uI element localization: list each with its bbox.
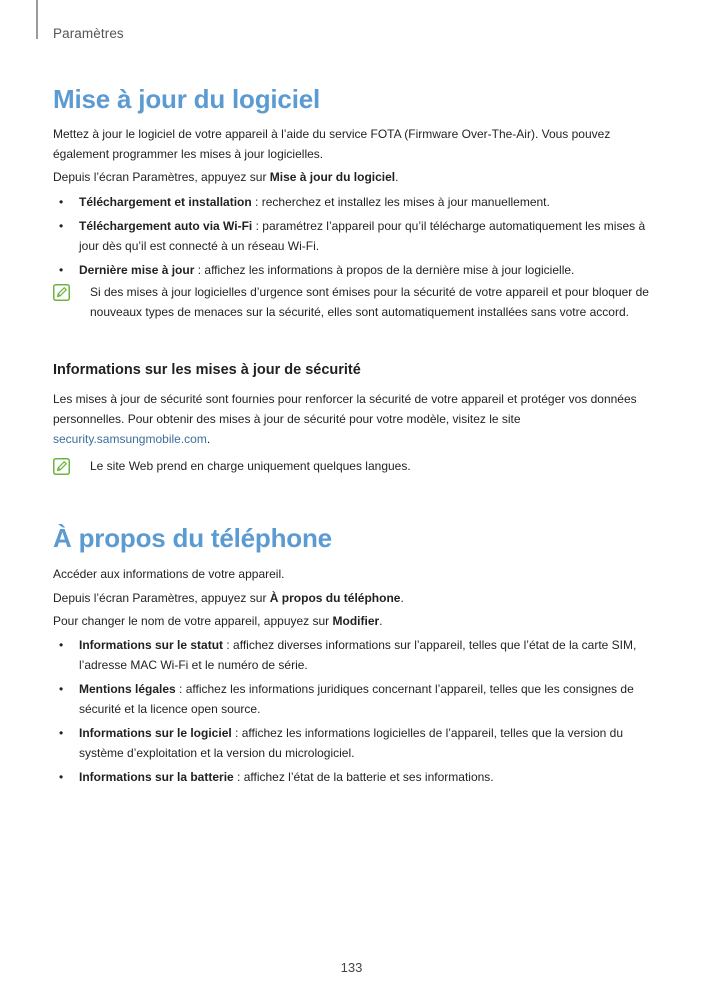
note-text: Si des mises à jour logicielles d’urgence sont émises pour la sécurité de votre appareil et pour bloquer de nouveaux types de menaces sur la sécurité, elles sont automatiquement installées sans votre accord.: [90, 285, 649, 319]
path-prefix: Depuis l’écran Paramètres, appuyez sur: [53, 170, 270, 184]
list-item: [53, 260, 653, 280]
bullet-icon: •: [59, 770, 64, 784]
modify-suffix: .: [379, 614, 383, 628]
section-heading-software-update: Mise à jour du logiciel: [53, 84, 321, 114]
option-term: Informations sur la batterie: [79, 770, 234, 784]
security-website-link[interactable]: security.samsungmobile.com: [53, 432, 207, 446]
option-term: Dernière mise à jour: [79, 263, 195, 277]
bullet-icon: •: [59, 195, 64, 209]
security-paragraph: [53, 389, 653, 449]
security-link-suffix: .: [206, 432, 211, 446]
list-item: [53, 192, 653, 212]
header-rule: [36, 0, 38, 39]
page-number: 133: [340, 960, 363, 975]
about-phone-options: [53, 635, 653, 791]
bullet-icon: •: [59, 726, 64, 740]
path-suffix: .: [395, 170, 399, 184]
note-urgent-updates: [53, 282, 653, 322]
list-item: [53, 679, 653, 719]
option-term: Téléchargement et installation: [79, 195, 252, 209]
option-text: : affichez diverses informations sur l’appareil, telles que l’état de la carte SIM, l’adresse MAC Wi-Fi et le numéro de série.: [79, 638, 637, 672]
bullet-icon: •: [59, 219, 64, 233]
option-text: : affichez les informations juridiques concernant l’appareil, telles que les consignes de sécurité et la licence open source.: [79, 682, 634, 716]
note-text: Le site Web prend en charge uniquement quelques langues.: [90, 459, 411, 473]
option-term: Téléchargement auto via Wi-Fi: [79, 219, 253, 233]
option-text: : affichez l’état de la batterie et ses informations.: [233, 770, 494, 784]
intro-paragraph: Mettez à jour le logiciel de votre appareil à l’aide du service FOTA (Firmware Over-The-Air). Vous pouvez également programmer les mises à jour logicielles.: [53, 127, 611, 161]
path-prefix: Depuis l’écran Paramètres, appuyez sur: [53, 591, 270, 605]
subsection-heading-security: Informations sur les mises à jour de sécurité: [53, 362, 361, 378]
note-pencil-icon: [53, 284, 70, 301]
option-text: : recherchez et installez les mises à jour manuellement.: [251, 195, 550, 209]
note-pencil-icon: [53, 458, 70, 475]
modify-name-paragraph: [53, 611, 653, 631]
option-term: Informations sur le logiciel: [79, 726, 232, 740]
option-text: : paramétrez l’appareil pour qu’il télécharge automatiquement les mises à jour dès qu’il est connecté à un réseau Wi-Fi.: [79, 219, 646, 253]
path-target: Mise à jour du logiciel: [269, 170, 396, 184]
list-item: [53, 216, 653, 256]
about-intro: Accéder aux informations de votre appareil.: [53, 567, 285, 581]
list-item: [53, 723, 653, 763]
bullet-icon: •: [59, 638, 64, 652]
section-heading-about-phone: À propos du téléphone: [53, 523, 332, 553]
path-suffix: .: [400, 591, 404, 605]
running-header: Paramètres: [53, 26, 124, 41]
software-update-options: [53, 192, 653, 284]
list-item: [53, 767, 653, 787]
option-term: Informations sur le statut: [79, 638, 224, 652]
path-target: À propos du téléphone: [269, 591, 401, 605]
option-term: Mentions légales: [79, 682, 176, 696]
note-languages: [53, 456, 653, 476]
about-path-paragraph: [53, 588, 653, 608]
modify-target: Modifier: [332, 614, 380, 628]
modify-prefix: Pour changer le nom de votre appareil, appuyez sur: [53, 614, 333, 628]
bullet-icon: •: [59, 263, 64, 277]
settings-path-paragraph: [53, 167, 653, 187]
option-text: : affichez les informations logicielles de l’appareil, telles que la version du système d’exploitation et la version du micrologiciel.: [79, 726, 624, 760]
bullet-icon: •: [59, 682, 64, 696]
security-text: Les mises à jour de sécurité sont fournies pour renforcer la sécurité de votre appareil et protéger vos données personnelles. Pour obtenir des mises à jour de sécurité pour votre modèle, visitez le site: [53, 392, 637, 426]
list-item: [53, 635, 653, 675]
option-text: : affichez les informations à propos de la dernière mise à jour logicielle.: [194, 263, 575, 277]
